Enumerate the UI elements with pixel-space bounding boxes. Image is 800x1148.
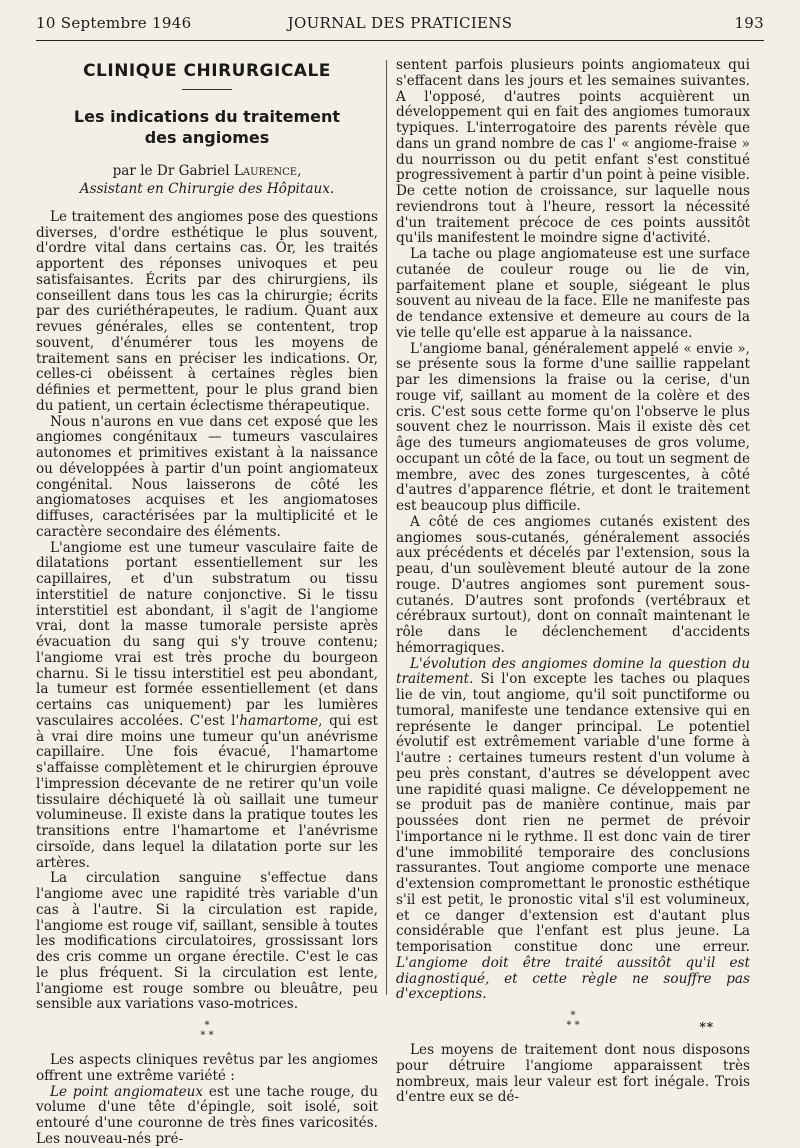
title-line-2: des angiomes: [144, 127, 270, 147]
section-rule: [182, 89, 232, 90]
text-run: L'angiome est une tumeur vasculaire faite de dilatations portant essentiellement sur les capillaires, et d'un substratum ou tissu interstitiel de nature conjonctive. Si le tissu interstitiel est abondant, il s'agit de l'angiome vrai, dont la masse tumorale persiste après évacuation du sang qui s'y trouve contenu; l'angiome vrai est très proche du bourgeon charnu. Si le tissu interstitiel est peu abondant, la tumeur est formée essentiellement (et dans certains cas uniquement) par les lumières vasculaires accolées. C'est l': [36, 539, 378, 729]
journal-title: JOURNAL DES PRATICIENS: [287, 14, 513, 32]
header-rule: [36, 40, 764, 41]
right-column: [396, 58, 750, 1106]
paragraph: La circulation sanguine s'effectue dans l'angiome avec une rapidité très variable d'un cas à l'autre. Si la circulation est rapide, l'angiome est rouge vif, saillant, sensible à toutes les modifications circulatoires, grossissant lors des cris comme un organe érectile. C'est le cas le plus fréquent. Si la circulation est lente, l'angiome est rouge sombre ou bleuâtre, peu sensible aux variations vaso-motrices.: [36, 870, 378, 1013]
paragraph: L'angiome banal, généralement appelé « envie », se présente sous la forme d'une saillie rappelant par les dimensions la fraise ou la cerise, d'un rouge vif, saillant au moment de la colère et des cris. C'est sous cette forme qu'on l'observe le plus souvent chez le nourrisson. Mais il existe dès cet âge des tumeurs angiomateuses de gros volume, occupant un côté de la face, ou tout un segment de membre, avec des zones turgescentes, à côté d'autres d'apparence flétrie, et dont le traitement est beaucoup plus difficile.: [396, 340, 750, 514]
paragraph: A côté de ces angiomes cutanés existent des angiomes sous-cutanés, généralement associés aux précédents et décelés par l'extension, sous la peau, d'un soulèvement bleuté autour de la zone rouge. D'autres angiomes sont purement sous-cutanés. D'autres sont profonds (vertébraux et cérébraux surtout), dont on connaît maintenant le rôle dans le déclenchement d'accidents hémorragiques.: [396, 513, 750, 656]
article-title: [36, 106, 378, 148]
paragraph: Nous n'aurons en vue dans cet exposé que les angiomes congénitaux — tumeurs vasculaires autonomes et primitives existant à la naissance ou développées à partir d'un point angiomateux congénital. Nous laisserons de côté les angiomatoses acquises et les angiomatoses diffuses, caractérisées par la multiplicité et le caractère secondaire des éléments.: [36, 413, 378, 540]
author-surname: Laurence: [233, 162, 298, 179]
italic-lead: L'évolution des angiomes domine la question du traitement.: [396, 655, 750, 688]
paragraph: Les moyens de traitement dont nous disposons pour détruire l'angiome apparaissent très nombreux, mais leur valeur est fort inégale. Trois d'entre eux se dé-: [396, 1042, 750, 1106]
italic-rule: L'angiome doit être traité aussitôt qu'il est diagnostiqué, et cette règle ne souffre pas d'exceptions.: [396, 954, 750, 1003]
text-run: Si l'on excepte les taches ou plaques lie de vin, tout angiome, qu'il soit punctiforme ou tumoral, manifeste une tendance extensive qui en représente le danger principal. Le potentiel évolutif est extrêmement variable d'une forme à l'autre : certaines tumeurs restent d'un volume à peu près constant, d'autres se développent avec une rapidité quasi maligne. Ce développement ne se produit pas de manière continue, mais par poussées dont rien ne permet de prévoir l'importance ni le rythme. Il est donc vain de tirer d'une immobilité temporaire des conclusions rassurantes. Tout angiome comporte une menace d'extension compromettant le pronostic esthétique s'il est petit, le pronostic vital s'il est volumineux, et ce danger d'extension est d'autant plus considérable que l'enfant est plus jeune. La temporisation constitue donc une erreur.: [396, 671, 750, 955]
section-separator: * * *: [200, 1020, 214, 1041]
paragraph: Le traitement des angiomes pose des questions diverses, d'ordre esthétique le plus souvent, d'ordre vital dans certains cas. Or, les traités apportent des réponses univoques et peu satisfaisantes. Écrits par des chirurgiens, ils conseillent dans tous les cas la chirurgie; écrits par des curiéthérapeutes, le radium. Quant aux revues générales, elles se contentent, trop souvent, d'énumérer tous les moyens de traitement sans en préciser les indications. Or, celles-ci obéissent à certaines règles bien définies et permettent, pour le plus grand bien du patient, un certain éclectisme thérapeutique.: [36, 208, 378, 414]
byline-prefix: par le Dr Gabriel: [112, 162, 234, 179]
byline-suffix: ,: [297, 162, 302, 179]
title-line-1: Les indications du traitement: [73, 106, 341, 126]
author-role: Assistant en Chirurgie des Hôpitaux.: [79, 180, 335, 197]
page-number: 193: [734, 14, 764, 32]
printer-mark: **: [699, 1020, 714, 1034]
paragraph: [396, 657, 750, 1004]
paragraph: sentent parfois plusieurs points angiomateux qui s'effacent dans les jours et les semaines suivantes. A l'opposé, d'autres points acquièrent un développement qui en fait des angiomes tumoraux typiques. L'interrogatoire des parents révèle que dans un grand nombre de cas l' « angiome-fraise » du nourrisson ou du petit enfant s'est constitué progressivement à partir d'un point à peine visible. De cette notion de croissance, sur laquelle nous reviendrons tout à l'heure, ressort la nécessité d'un traitement précoce de ces points aussitôt qu'ils manifestent le moindre signe d'activité.: [396, 57, 750, 247]
issue-date: 10 Septembre 1946: [36, 14, 192, 32]
italic-term: Le point angiomateux: [50, 1083, 204, 1100]
paragraph: [36, 1085, 378, 1148]
section-heading: CLINIQUE CHIRURGICALE: [83, 61, 331, 81]
section-separator: * * *: [566, 1010, 580, 1031]
paragraph: Les aspects cliniques revêtus par les angiomes offrent une extrême variété :: [36, 1052, 378, 1084]
paragraph: La tache ou plage angiomateuse est une surface cutanée de couleur rouge ou lie de vin, parfaitement plane et souple, siégeant le plus souvent au niveau de la face. Elle ne manifeste pas de tendance extensive et demeure au cours de la vie telle qu'elle est apparue à la naissance.: [396, 246, 750, 341]
text-run: , qui est à vrai dire moins une tumeur qu'un anévrisme capillaire. Une fois évacué, l'hamartome s'affaisse complètement et le chirurgien éprouve l'impression décevante de ne retirer qu'un voile tissulaire déchiqueté là où saillait une tumeur volumineuse. Il existe dans la pratique toutes les transitions entre l'hamartome et l'anévrisme cirsoïde, dans lequel la dilatation porte sur les artères.: [36, 712, 378, 871]
paragraph: [36, 541, 378, 872]
left-column: [36, 58, 378, 1148]
byline: [36, 162, 378, 198]
text-run: est une tache rouge, du volume d'une tête d'épingle, soit isolé, soit entouré d'une couronne de très fines varicosités. Les nouveau-nés pré-: [36, 1083, 378, 1147]
italic-term: hamartome: [239, 712, 319, 729]
running-header: [36, 14, 764, 36]
column-divider: [386, 60, 387, 995]
